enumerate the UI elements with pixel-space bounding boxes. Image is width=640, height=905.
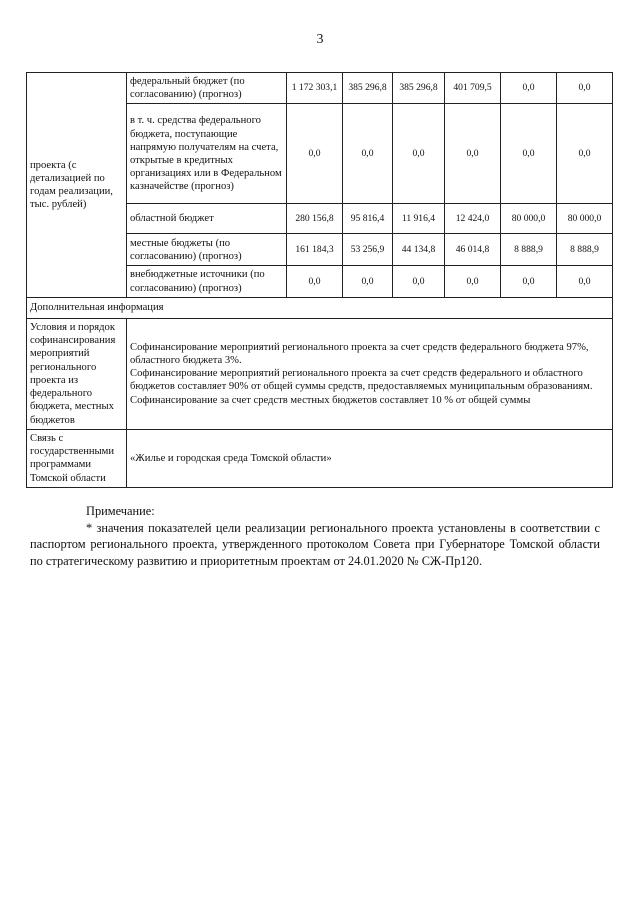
value-cell: 0,0 [287,266,343,297]
value-cell: 385 296,8 [343,73,393,104]
value-cell: 44 134,8 [393,234,445,266]
program-link-label: Связь с государственными программами Томской области [27,429,127,487]
value-cell: 0,0 [445,104,501,204]
value-cell: 0,0 [343,104,393,204]
source-label: областной бюджет [127,204,287,234]
table-row [27,73,613,104]
value-cell: 0,0 [393,104,445,204]
table-row [27,318,613,429]
value-cell: 12 424,0 [445,204,501,234]
source-label: федеральный бюджет (по согласованию) (прогноз) [127,73,287,104]
value-cell: 80 000,0 [557,204,613,234]
value-cell: 46 014,8 [445,234,501,266]
value-cell: 0,0 [445,266,501,297]
value-cell: 11 916,4 [393,204,445,234]
value-cell: 8 888,9 [501,234,557,266]
conditions-paragraph: Софинансирование мероприятий регионального проекта за счет средств федерального бюджета 97%, областного бюджета 3%. [130,341,589,367]
value-cell: 1 172 303,1 [287,73,343,104]
value-cell: 95 816,4 [343,204,393,234]
value-cell: 0,0 [343,266,393,297]
value-cell: 0,0 [557,266,613,297]
value-cell: 0,0 [501,266,557,297]
value-cell: 8 888,9 [557,234,613,266]
value-cell: 0,0 [557,104,613,204]
value-cell: 53 256,9 [343,234,393,266]
table-row [27,297,613,318]
note-title: Примечание: [86,504,155,518]
financing-label: проекта (с детализацией по годам реализации, тыс. рублей) [27,73,127,298]
budget-table [26,72,613,488]
conditions-paragraph: Софинансирование мероприятий регионального проекта за счет средств федерального и областного бюджетов составляет 90% от общей суммы средств, предоставляемых муниципальным образованиям. Софинансирование за счет средств местных бюджетов составляет 10 % от общей суммы [130,368,593,406]
program-link-text: «Жилье и городская среда Томской области» [127,429,613,487]
source-label: местные бюджеты (по согласованию) (прогноз) [127,234,287,266]
value-cell: 80 000,0 [501,204,557,234]
value-cell: 280 156,8 [287,204,343,234]
value-cell: 161 184,3 [287,234,343,266]
value-cell: 401 709,5 [445,73,501,104]
value-cell: 0,0 [557,73,613,104]
value-cell: 0,0 [501,104,557,204]
value-cell: 0,0 [287,104,343,204]
value-cell: 385 296,8 [393,73,445,104]
note-body: * значения показателей цели реализации регионального проекта установлены в соответствии с паспортом регионального проекта, утвержденного протоколом Совета при Губернаторе Томской области по стратегическому развитию и приоритетным проектам от 24.01.2020 № СЖ-Пр120. [30,520,600,568]
additional-info-title: Дополнительная информация [27,297,613,318]
conditions-label: Условия и порядок софинансирования мероприятий регионального проекта из федерального бюджета, местных бюджетов [27,318,127,429]
source-label: внебюджетные источники (по согласованию) (прогноз) [127,266,287,297]
value-cell: 0,0 [501,73,557,104]
source-label: в т. ч. средства федерального бюджета, поступающие напрямую получателям на счета, открытые в кредитных организациях или в Федеральном казначействе (прогноз) [127,104,287,204]
page-number: 3 [316,32,324,47]
note-block [30,503,600,569]
table-row [27,429,613,487]
value-cell: 0,0 [393,266,445,297]
conditions-text [127,318,613,429]
